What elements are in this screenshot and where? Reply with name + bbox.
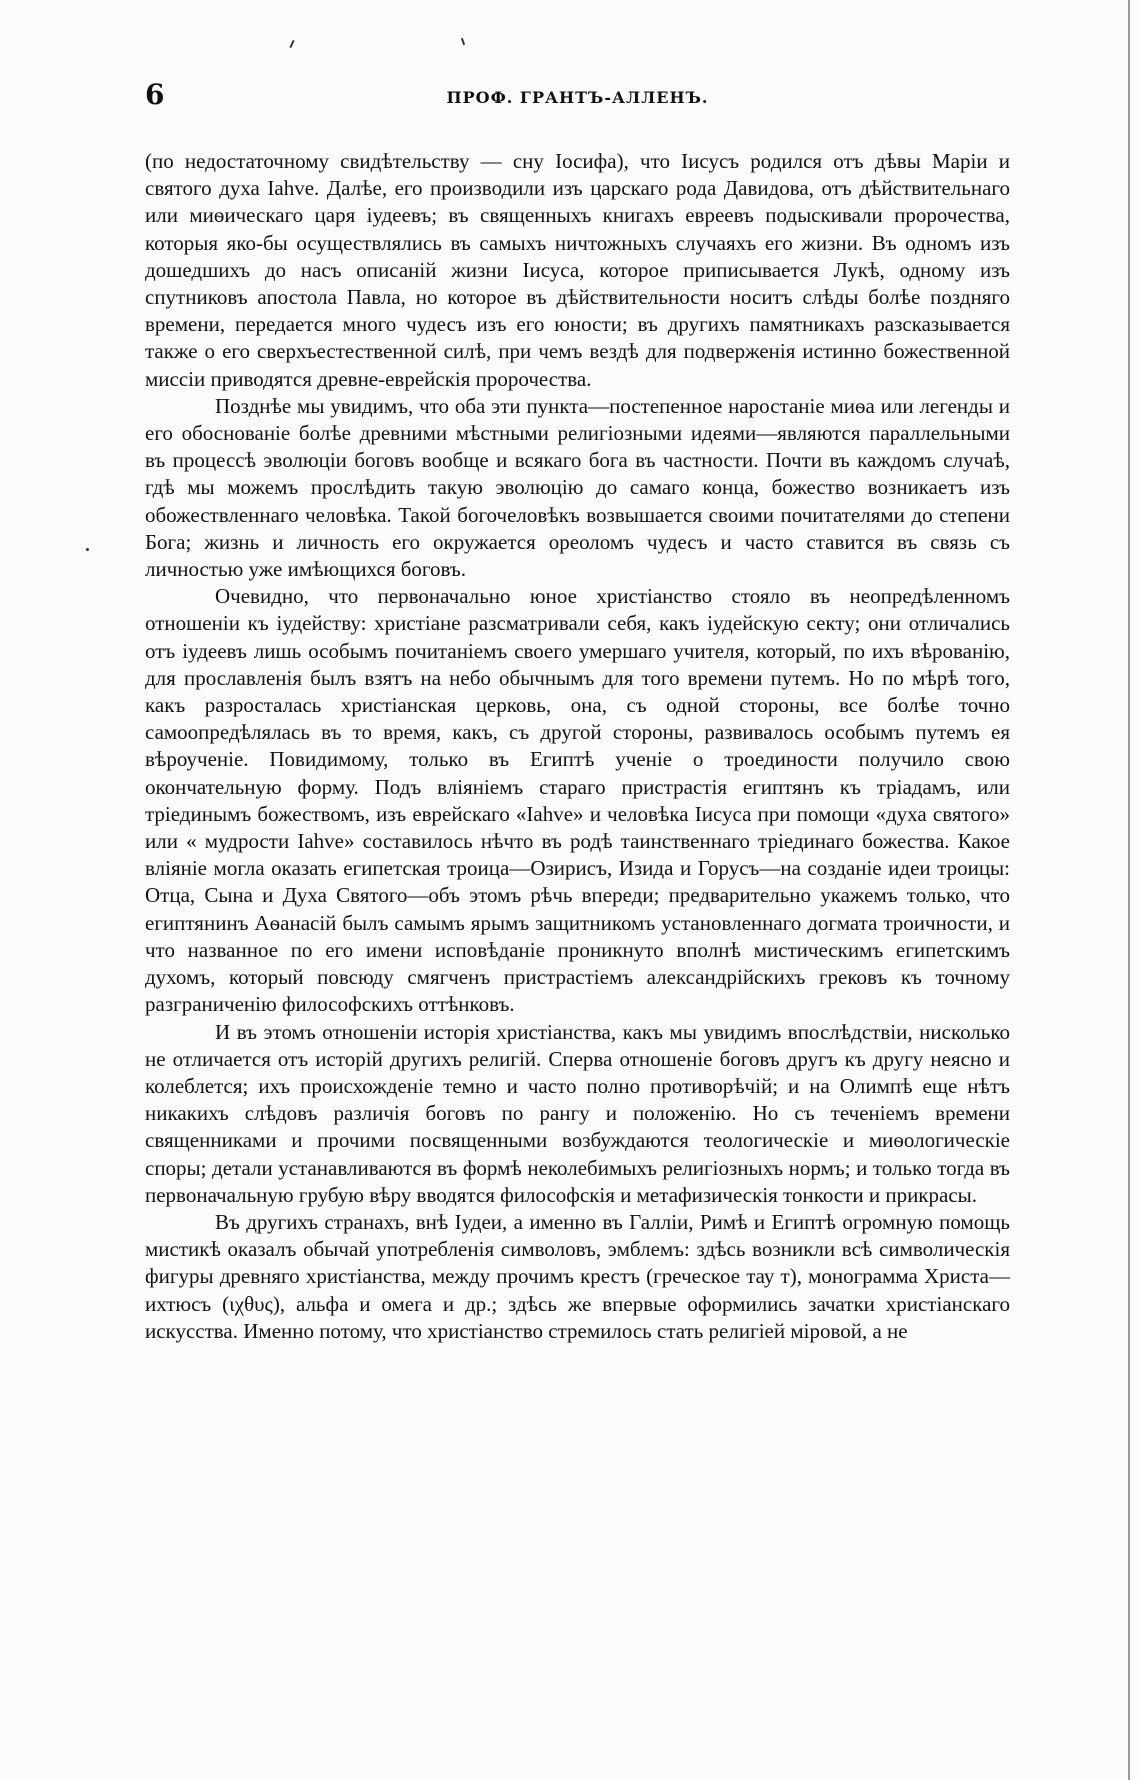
- paragraph: И въ этомъ отношеніи исторія христіанства, какъ мы увидимъ впослѣдствіи, нисколько не отличается отъ исторій другихъ религій. Сперва отношеніе боговъ другъ къ другу неясно и колеблется; ихъ происхожденіе темно и часто полно противорѣчій; и на Олимпѣ еще нѣтъ никакихъ слѣдовъ различія боговъ по рангу и положенію. Но съ теченіемъ времени священниками и прочими посвященными возбуждаются теологическіе и миѳологическіе споры; детали устанавливаются въ формѣ неколебимыхъ религіозныхъ нормъ; и только тогда въ первоначальную грубую вѣру вводятся философскія и метафизическія тонкости и прикрасы.: [145, 1019, 1010, 1207]
- paragraph: (по недостаточному свидѣтельству — сну Іосифа), что Іисусъ родился отъ дѣвы Маріи и святого духа Іаһvе. Далѣе, его производили изъ царскаго рода Давидова, отъ дѣйствительнаго или миѳическаго царя іудеевъ; въ священныхъ книгахъ евреевъ подыскивали пророчества, которыя яко-бы осуществлялись въ самыхъ ничтожныхъ случаяхъ его жизни. Въ одномъ изъ дошедшихъ до насъ описаній жизни Іисуса, которое приписывается Лукѣ, одному изъ спутниковъ апостола Павла, но которое въ дѣйствительности носитъ слѣды болѣе поздняго времени, передается много чудесъ изъ его юности; въ другихъ памятникахъ разсказывается также о его сверхъестественной силѣ, при чемъ вездѣ для подверженія истинно божественной миссіи приводятся древне-еврейскія пророчества.: [145, 149, 1010, 391]
- paragraph: Очевидно, что первоначально юное христіанство стояло въ неопредѣленномъ отношеніи къ іудейству: христіане разсматривали себя, какъ іудейскую секту; они отличались отъ іудеевъ лишь особымъ почитаніемъ своего умершаго учителя, который, по ихъ вѣрованію, для прославленія былъ взятъ на небо обычнымъ для того времени путемъ. Но по мѣрѣ того, какъ разросталась христіанская церковь, она, съ одной стороны, все болѣе точно самоопредѣлялась въ то время, какъ, съ другой стороны, развивалось особымъ путемъ ея вѣроученіе. Повидимому, только въ Египтѣ ученіе о троединости получило свою окончательную форму. Подъ вліяніемъ стараго пристрастія египтянъ къ тріадамъ, или тріединымъ божествомъ, изъ еврейскаго «Іаһvе» и человѣка Іисуса при помощи «духа святого» или « мудрости Іаһvе» составилось нѣчто въ родѣ таинственнаго тріединаго божества. Какое вліяніе могла оказать египетская троица—Озирисъ, Изида и Горусъ—на созданіе идеи троицы: Отца, Сына и Духа Святого—объ этомъ рѣчь впереди; предварительно укажемъ только, что египтянинъ Аѳанасій былъ самымъ ярымъ защитникомъ установленнаго догмата троичности, и что названное по его имени исповѣданіе проникнуто вполнѣ мистическимъ египетскимъ духомъ, который повсюду смягченъ пристрастіемъ александрійскихъ грековъ къ точному разграниченію философскихъ оттѣнковъ.: [145, 584, 1010, 1017]
- page-number: 6: [145, 78, 165, 111]
- scan-speck: [86, 548, 89, 551]
- paragraph: Въ другихъ странахъ, внѣ Іудеи, а именно въ Галліи, Римѣ и Египтѣ огромную помощь мистикѣ оказалъ обычай употребленія символовъ, эмблемъ: здѣсь возникли всѣ символическія фигуры древняго христіанства, между прочимъ крестъ (греческое тау т), монограмма Христа—ихтюсъ (ιχθυς), альфа и омега и др.; здѣсь же впервые оформились зачатки христіанскаго искусства. Именно потому, что христіанство стремилось стать религіей міровой, а не: [145, 1209, 1010, 1343]
- scan-speck: [461, 38, 465, 45]
- running-title: ПРОФ. ГРАНТЪ-АЛЛЕНЪ.: [446, 88, 709, 107]
- scan-speck: [289, 40, 294, 48]
- paragraph: Позднѣе мы увидимъ, что оба эти пункта—постепенное наростаніе миѳа или легенды и его обоснованіе болѣе древними мѣстными религіозными идеями—являются параллельными въ процессѣ эволюціи боговъ вообще и всякаго бога въ частности. Почти въ каждомъ случаѣ, гдѣ мы можемъ прослѣдить такую эволюцію до самаго конца, божество возникаетъ изъ обожествленнаго человѣка. Такой богочеловѣкъ возвышается своими почитателями до степени Бога; жизнь и личность его окружается ореоломъ чудесъ и часто ставится въ связь съ личностью уже имѣющихся боговъ.: [145, 393, 1010, 582]
- body-text: [145, 148, 1010, 1345]
- scan-speck: [1128, 0, 1130, 1780]
- page-header: [145, 78, 1010, 118]
